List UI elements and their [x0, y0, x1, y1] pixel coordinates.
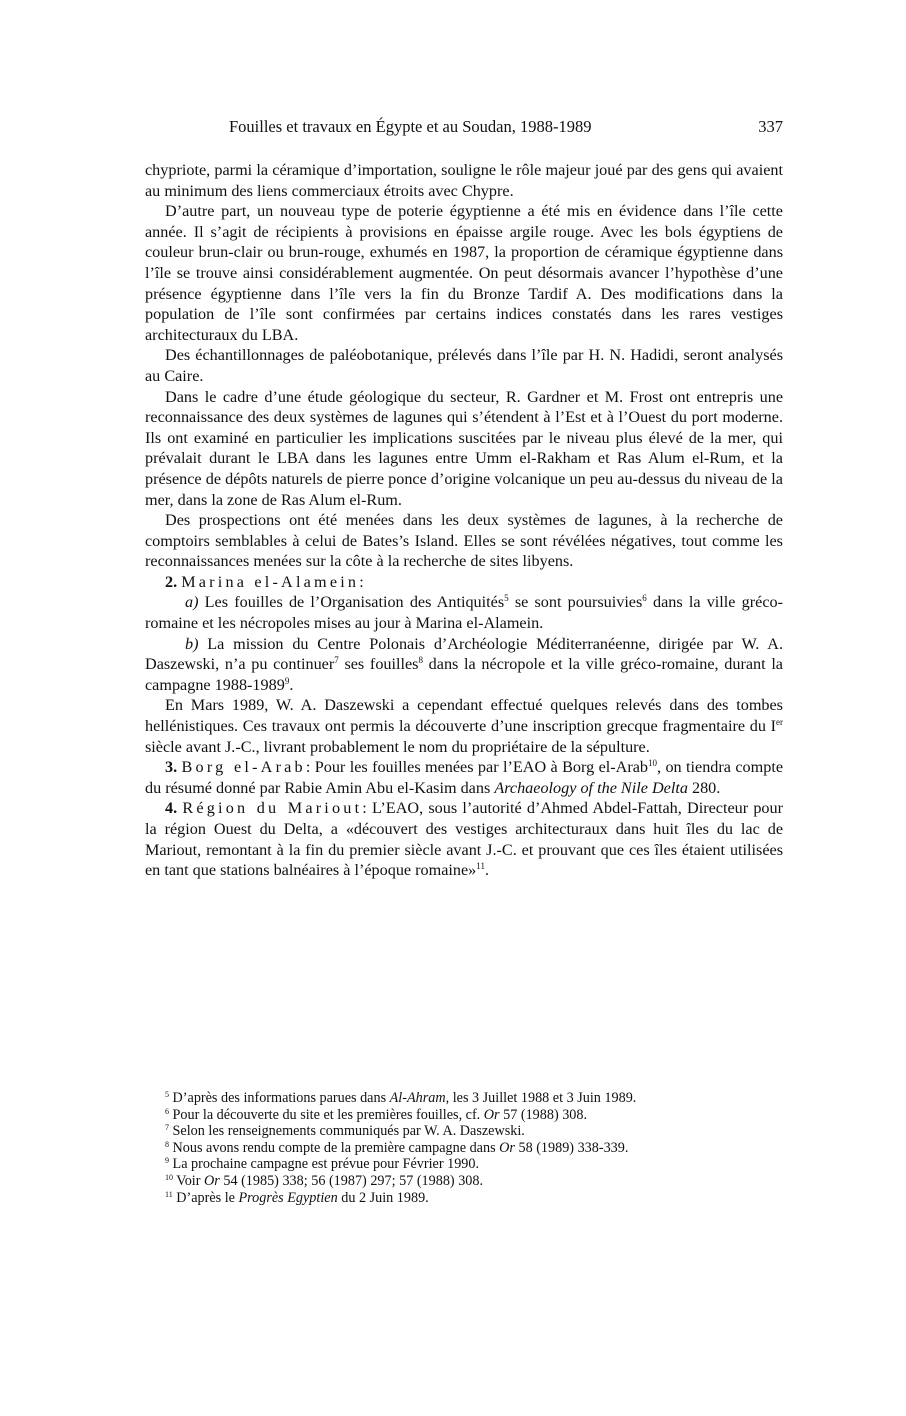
section-number: 3.: [165, 758, 178, 777]
item-label: b): [185, 634, 199, 653]
book-title: Archaeology of the Nile Delta: [494, 778, 688, 797]
footnote: $^8$ Nous avons rendu compte de la première campagne dans Or 58 (1989) 338-339.: [165, 1139, 629, 1156]
footnote: $^5$ D’après des informations parues dans Al-Ahram, les 3 Juillet 1988 et 3 Juin 1989.: [165, 1090, 637, 1106]
footnote-ref: 9: [284, 675, 290, 686]
section-number: 2.: [165, 572, 178, 591]
section-title: Borg el-Arab: [181, 758, 306, 777]
paragraph: a) Les fouilles de l’Organisation des Antiquités$^5$ se sont poursuivies$^6$ dans la ville gréco-romaine et les nécropoles mises au jour à Marina el-Alamein.: [145, 593, 783, 633]
footnote: $^9$ La prochaine campagne est prévue pour Février 1990.: [165, 1156, 480, 1173]
body-text: [145, 160, 783, 881]
paragraph: chypriote, parmi la céramique d’importation, souligne le rôle majeur joué par des gens qui avaient au minimum des liens commerciaux étroits avec Chypre.: [145, 161, 783, 200]
section-4: 4. Région du Mariout: L’EAO, sous l’autorité d’Ahmed Abdel-Fattah, Directeur pour la région Ouest du Delta, a «découvert des vestiges architecturaux dans huit îles du lac de Mariout, remontant à la fin du premier siècle avant J.-C. et prouvant que ces îles étaient utilisées en tant que stations balnéaires à l’époque romaine»$^{11}$.: [145, 799, 784, 880]
paragraph: Des échantillonnages de paléobotanique, prélevés dans l’île par H. N. Hadidi, seront analysés au Caire.: [145, 346, 783, 385]
page-header: [145, 117, 783, 139]
paragraph: Des prospections ont été menées dans les deux systèmes de lagunes, à la recherche de comptoirs semblables à celui de Bates’s Island. Elles se sont révélées négatives, tout comme les reconnaissances menées sur la côte à la recherche de sites libyens.: [145, 511, 783, 571]
item-label: a): [185, 593, 199, 612]
paragraph: D’autre part, un nouveau type de poterie égyptienne a été mis en évidence dans l’île cette année. Il s’agit de récipients à provisions en épaisse argile rouge. Avec les bols égyptiens de couleur brun-clair ou brun-rouge, exhumés en 1987, la proportion de céramique égyptienne dans l’île se trouve ainsi considérablement augmentée. On peut désormais avancer l’hypothèse d’une présence égyptienne dans l’île vers la fin du Bronze Tardif A. Des modifications dans la population de l’île sont confirmées par certains indices constatés dans les rares vestiges architecturaux du LBA.: [145, 202, 783, 344]
footnote-ref: 7: [334, 655, 339, 666]
ordinal-superscript: er: [776, 717, 783, 728]
footnote-ref: 11: [476, 861, 485, 872]
section-heading-2: [145, 572, 783, 593]
running-title: Fouilles et travaux en Égypte et au Soudan, 1988-1989: [229, 117, 592, 136]
footnote: $^{10}$ Voir Or 54 (1985) 338; 56 (1987) 297; 57 (1988) 308.: [165, 1172, 484, 1189]
page-number: 337: [758, 117, 783, 136]
footnote-ref: 10: [648, 758, 658, 769]
footnote-ref: 8: [418, 655, 423, 666]
section-3: 3. Borg el-Arab: Pour les fouilles menées par l’EAO à Borg el-Arab$^{10}$, on tiendra compte du résumé donné par Rabie Amin Abu el-Kasim dans Archaeology of the Nile Delta 280.: [145, 758, 783, 797]
footnote: $^6$ Pour la découverte du site et les premières fouilles, cf. Or 57 (1988) 308.: [165, 1106, 588, 1123]
paragraph: En Mars 1989, W. A. Daszewski a cependant effectué quelques relevés dans des tombes hellénistiques. Ces travaux ont permis la découverte d’une inscription grecque fragmentaire du Ier siècle avant J.-C., livrant probablement le nom du propriétaire de la sépulture.: [145, 696, 783, 756]
section-title: Marina el-Alamein:: [181, 572, 367, 591]
footnote-ref: 5: [504, 593, 509, 604]
footnote: $^{11}$ D’après le Progrès Egyptien du 2 Juin 1989.: [165, 1189, 429, 1206]
section-number: 4.: [165, 799, 178, 818]
footnote-ref: 6: [642, 593, 647, 604]
footnotes: [145, 1090, 783, 1206]
footnote: $^7$ Selon les renseignements communiqués par W. A. Daszewski.: [165, 1123, 525, 1140]
section-title: Région du Mariout: [182, 799, 363, 818]
paragraph: b) La mission du Centre Polonais d’Archéologie Méditerranéenne, dirigée par W. A. Daszewski, n’a pu continuer$^7$ ses fouilles$^8$ dans la nécropole et la ville gréco-romaine, durant la campagne 1988-1989$^9$.: [145, 634, 783, 694]
paragraph: Dans le cadre d’une étude géologique du secteur, R. Gardner et M. Frost ont entrepris une reconnaissance des deux systèmes de lagunes qui s’étendent à l’Est et à l’Ouest du port moderne. Ils ont examiné en particulier les implications suscitées par le niveau plus élevé de la mer, qui prévalait durant le LBA dans les lagunes entre Umm el-Rakham et Ras Alum el-Rum, et la présence de dépôts naturels de pierre ponce d’origine volcanique un peu au-dessus du niveau de la mer, dans la zone de Ras Alum el-Rum.: [145, 387, 783, 509]
